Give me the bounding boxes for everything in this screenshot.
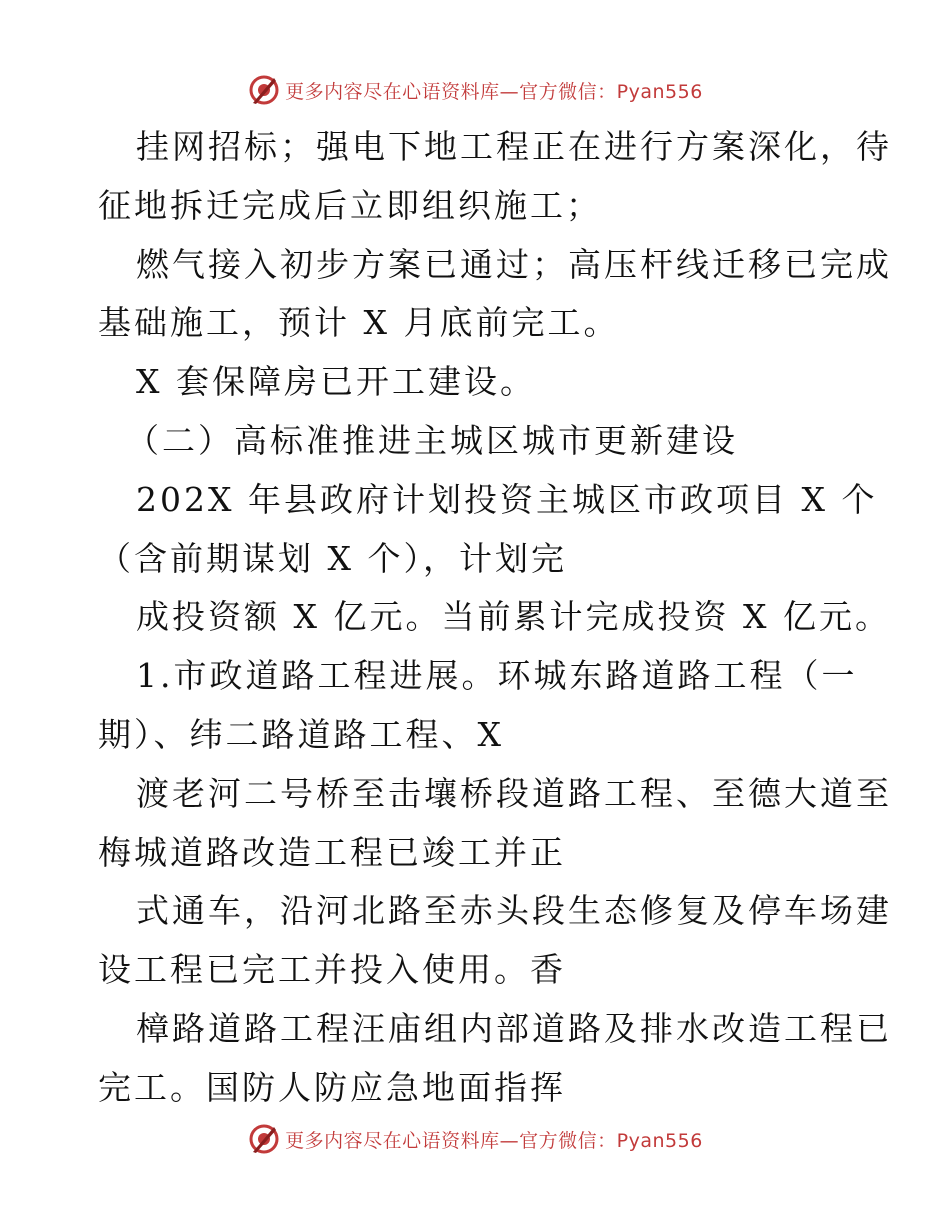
text-line: 挂网招标；强电下地工程正在进行方案深化，待 — [136, 127, 892, 166]
text-line: （含前期谋划 X 个），计划完 — [98, 538, 567, 578]
text-line: 基础施工，预计 X 月底前完工。 — [98, 303, 620, 343]
text-line: 202X 年县政府计划投资主城区市政项目 X 个 — [136, 479, 878, 519]
quill-logo-icon — [247, 73, 281, 107]
text-line: 征地拆迁完成后立即组织施工； — [98, 185, 602, 225]
text-line: 期）、纬二路道路工程、X — [98, 714, 504, 754]
text-line: X 套保障房已开工建设。 — [136, 362, 536, 402]
text-line: 1.市政道路工程进展。环城东路道路工程（一 — [136, 656, 858, 696]
section-heading: （二）高标准推进主城区城市更新建设 — [126, 420, 738, 460]
text-line: 樟路道路工程汪庙组内部道路及排水改造工程已 — [136, 1008, 892, 1048]
text-line: 式通车，沿河北路至赤头段生态修复及停车场建 — [136, 891, 892, 931]
header-watermark — [0, 72, 950, 108]
quill-logo-icon — [247, 1122, 281, 1156]
text-line: 完工。国防人防应急地面指挥 — [98, 1067, 566, 1107]
text-line: 成投资额 X 亿元。当前累计完成投资 X 亿元。 — [136, 597, 891, 637]
document-body — [98, 118, 892, 1118]
text-line: 设工程已完工并投入使用。香 — [98, 950, 566, 990]
footer-watermark — [0, 1121, 950, 1157]
text-line: 渡老河二号桥至击壤桥段道路工程、至德大道至 — [136, 773, 892, 813]
text-line: 燃气接入初步方案已通过；高压杆线迁移已完成 — [136, 244, 892, 284]
text-line: 梅城道路改造工程已竣工并正 — [98, 832, 566, 872]
watermark-text: 更多内容尽在心语资料库—官方微信：Pyan556 — [285, 1129, 703, 1152]
watermark-text: 更多内容尽在心语资料库—官方微信：Pyan556 — [285, 80, 703, 103]
